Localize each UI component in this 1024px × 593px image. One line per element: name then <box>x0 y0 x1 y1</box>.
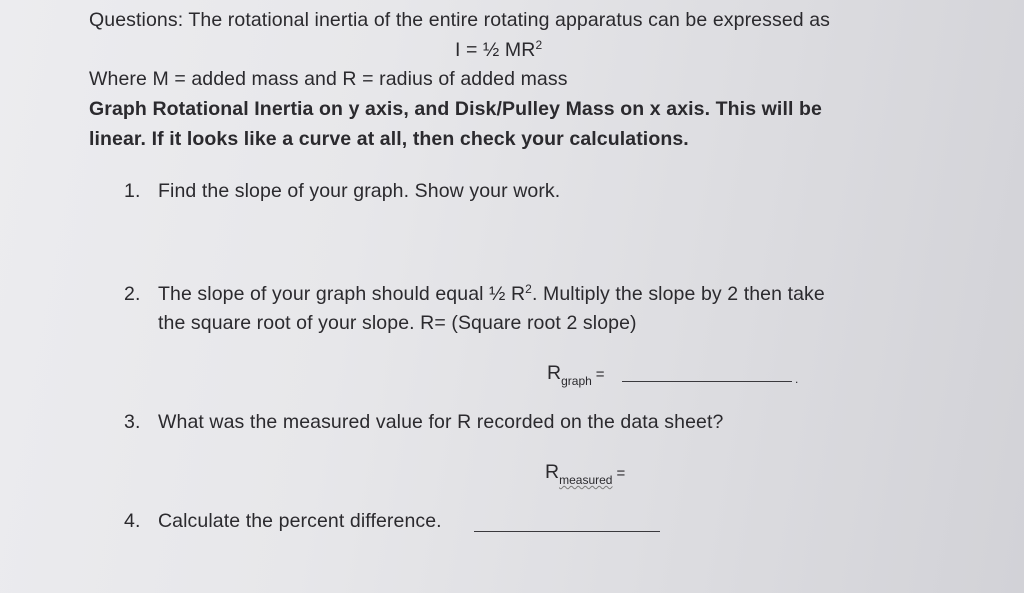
formula-text: I = ½ MR <box>455 39 536 61</box>
question-exponent: 2 <box>525 282 532 296</box>
rmeasured-equals: = <box>616 465 626 482</box>
formula-exponent: 2 <box>535 38 543 52</box>
question-text: Find the slope of your graph. Show your work. <box>158 180 561 202</box>
questions-title: Questions: The rotational inertia of the entire rotating apparatus can be expressed as <box>89 9 831 31</box>
question-number: 1. <box>124 180 141 202</box>
rgraph-subscript: graph <box>561 374 592 388</box>
question-3 <box>124 411 723 434</box>
question-number: 4. <box>124 510 141 532</box>
rmeasured-symbol: R <box>545 461 560 483</box>
rgraph-period: . <box>795 372 799 386</box>
rmeasured-subscript: measured <box>559 473 613 487</box>
rgraph-equals: = <box>595 366 605 383</box>
question-text-part-b: . Multiply the slope by 2 then take <box>531 283 825 305</box>
graph-instruction-line-1: Graph Rotational Inertia on y axis, and Disk/Pulley Mass on x axis. This will be <box>89 98 822 120</box>
question-2 <box>124 283 825 306</box>
graph-instruction-line-2: linear. If it looks like a curve at all, then check your calculations. <box>89 128 689 150</box>
percent-difference-answer-blank[interactable] <box>474 531 660 532</box>
question-text-part-a: The slope of your graph should equal ½ R <box>158 283 526 305</box>
rmeasured-label <box>545 461 626 487</box>
question-4 <box>124 510 442 533</box>
rgraph-symbol: R <box>547 362 562 384</box>
rgraph-label <box>547 362 605 388</box>
question-2-continuation: the square root of your slope. R= (Square root 2 slope) <box>158 312 637 334</box>
rgraph-answer-blank[interactable] <box>622 381 792 382</box>
inertia-formula <box>455 39 542 62</box>
question-1 <box>124 180 560 203</box>
question-text: What was the measured value for R recorded on the data sheet? <box>158 411 724 433</box>
question-text: Calculate the percent difference. <box>158 510 442 532</box>
question-number: 2. <box>124 283 141 305</box>
variable-definitions: Where M = added mass and R = radius of added mass <box>89 68 568 90</box>
question-number: 3. <box>124 411 141 433</box>
